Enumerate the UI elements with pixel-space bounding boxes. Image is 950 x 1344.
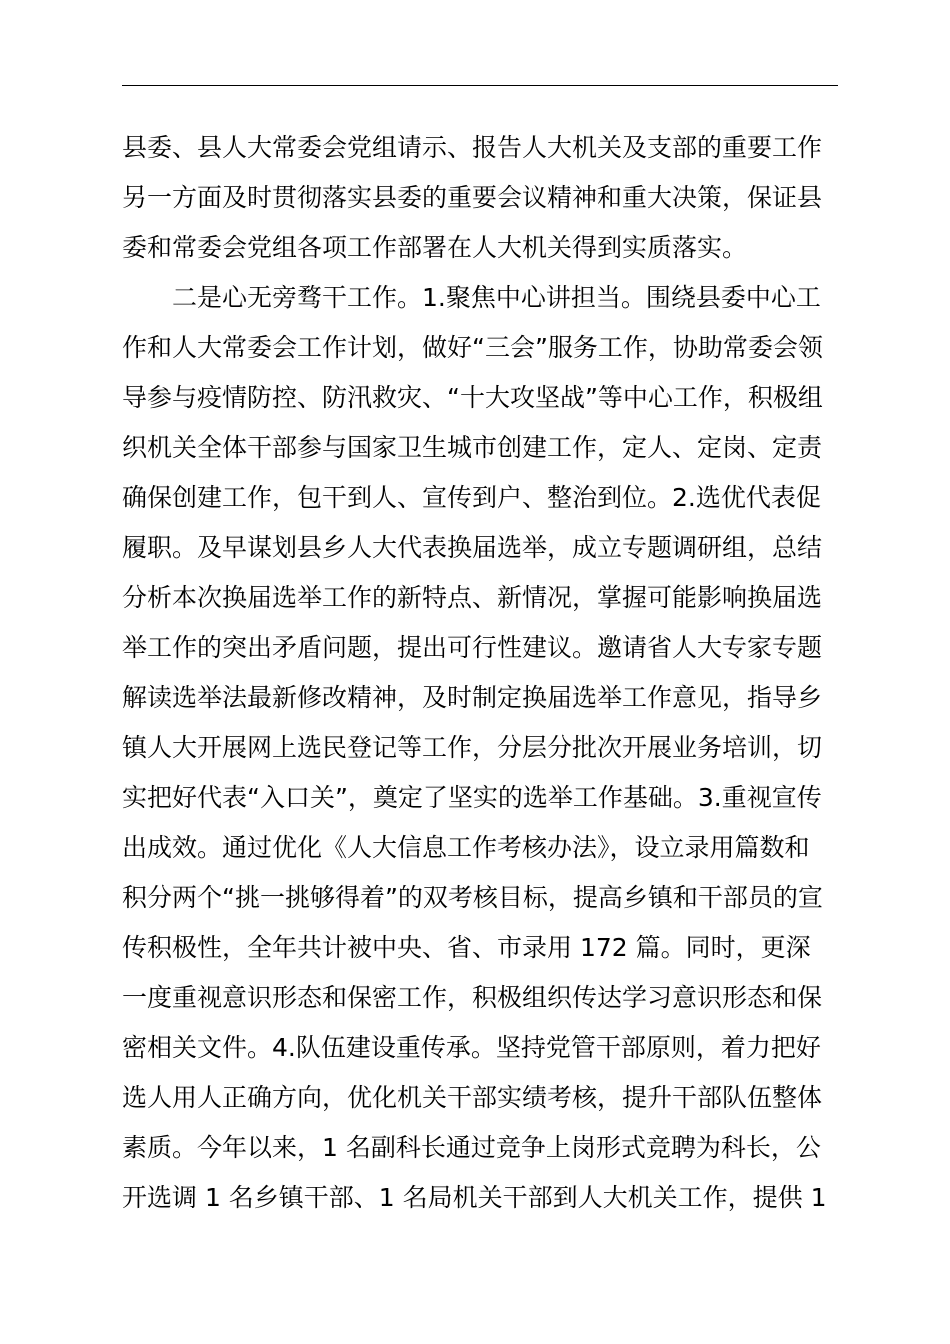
text-line: 开选调 1 名乡镇干部、1 名局机关干部到人大机关工作，提供 1 <box>122 1183 827 1212</box>
text-line: 织机关全体干部参与国家卫生城市创建工作，定人、定岗、定责 <box>122 433 823 462</box>
text-line: 作和人大常委会工作计划，做好“三会”服务工作，协助常委会领 <box>122 333 823 362</box>
text-line: 履职。及早谋划县乡人大代表换届选举，成立专题调研组，总结 <box>122 533 823 562</box>
text-line: 实把好代表“入口关”，奠定了坚实的选举工作基础。3.重视宣传 <box>122 783 822 812</box>
text-line: 分析本次换届选举工作的新特点、新情况，掌握可能影响换届选 <box>122 583 823 612</box>
text-line: 出成效。通过优化《人大信息工作考核办法》，设立录用篇数和 <box>122 833 810 862</box>
text-line: 镇人大开展网上选民登记等工作，分层分批次开展业务培训，切 <box>122 733 823 762</box>
text-line: 确保创建工作，包干到人、宣传到户、整治到位。2.选优代表促 <box>122 483 821 512</box>
text-line: 密相关文件。4.队伍建设重传承。坚持党管干部原则，着力把好 <box>122 1033 821 1062</box>
text-line: 委和常委会党组各项工作部署在人大机关得到实质落实。 <box>122 233 748 262</box>
paragraph-first-line: 二是心无旁骛干工作。1.聚焦中心讲担当。围绕县委中心工 <box>172 283 821 312</box>
text-line: 县委、县人大常委会党组请示、报告人大机关及支部的重要工作 <box>122 133 823 162</box>
text-line: 传积极性，全年共计被中央、省、市录用 172 篇。同时，更深 <box>122 933 811 962</box>
text-line: 另一方面及时贯彻落实县委的重要会议精神和重大决策，保证县 <box>122 183 823 212</box>
text-line: 选人用人正确方向，优化机关干部实绩考核，提升干部队伍整体 <box>122 1083 823 1112</box>
text-line: 一度重视意识形态和保密工作，积极组织传达学习意识形态和保 <box>122 983 823 1012</box>
text-line: 解读选举法最新修改精神，及时制定换届选举工作意见，指导乡 <box>122 683 823 712</box>
text-line: 举工作的突出矛盾问题，提出可行性建议。邀请省人大专家专题 <box>122 633 823 662</box>
text-line: 积分两个“挑一挑够得着”的双考核目标，提高乡镇和干部员的宣 <box>122 883 823 912</box>
header-rule <box>122 85 838 86</box>
text-line: 导参与疫情防控、防汛救灾、“十大攻坚战”等中心工作，积极组 <box>122 383 823 412</box>
text-line: 素质。今年以来，1 名副科长通过竞争上岗形式竞聘为科长，公 <box>122 1133 821 1162</box>
